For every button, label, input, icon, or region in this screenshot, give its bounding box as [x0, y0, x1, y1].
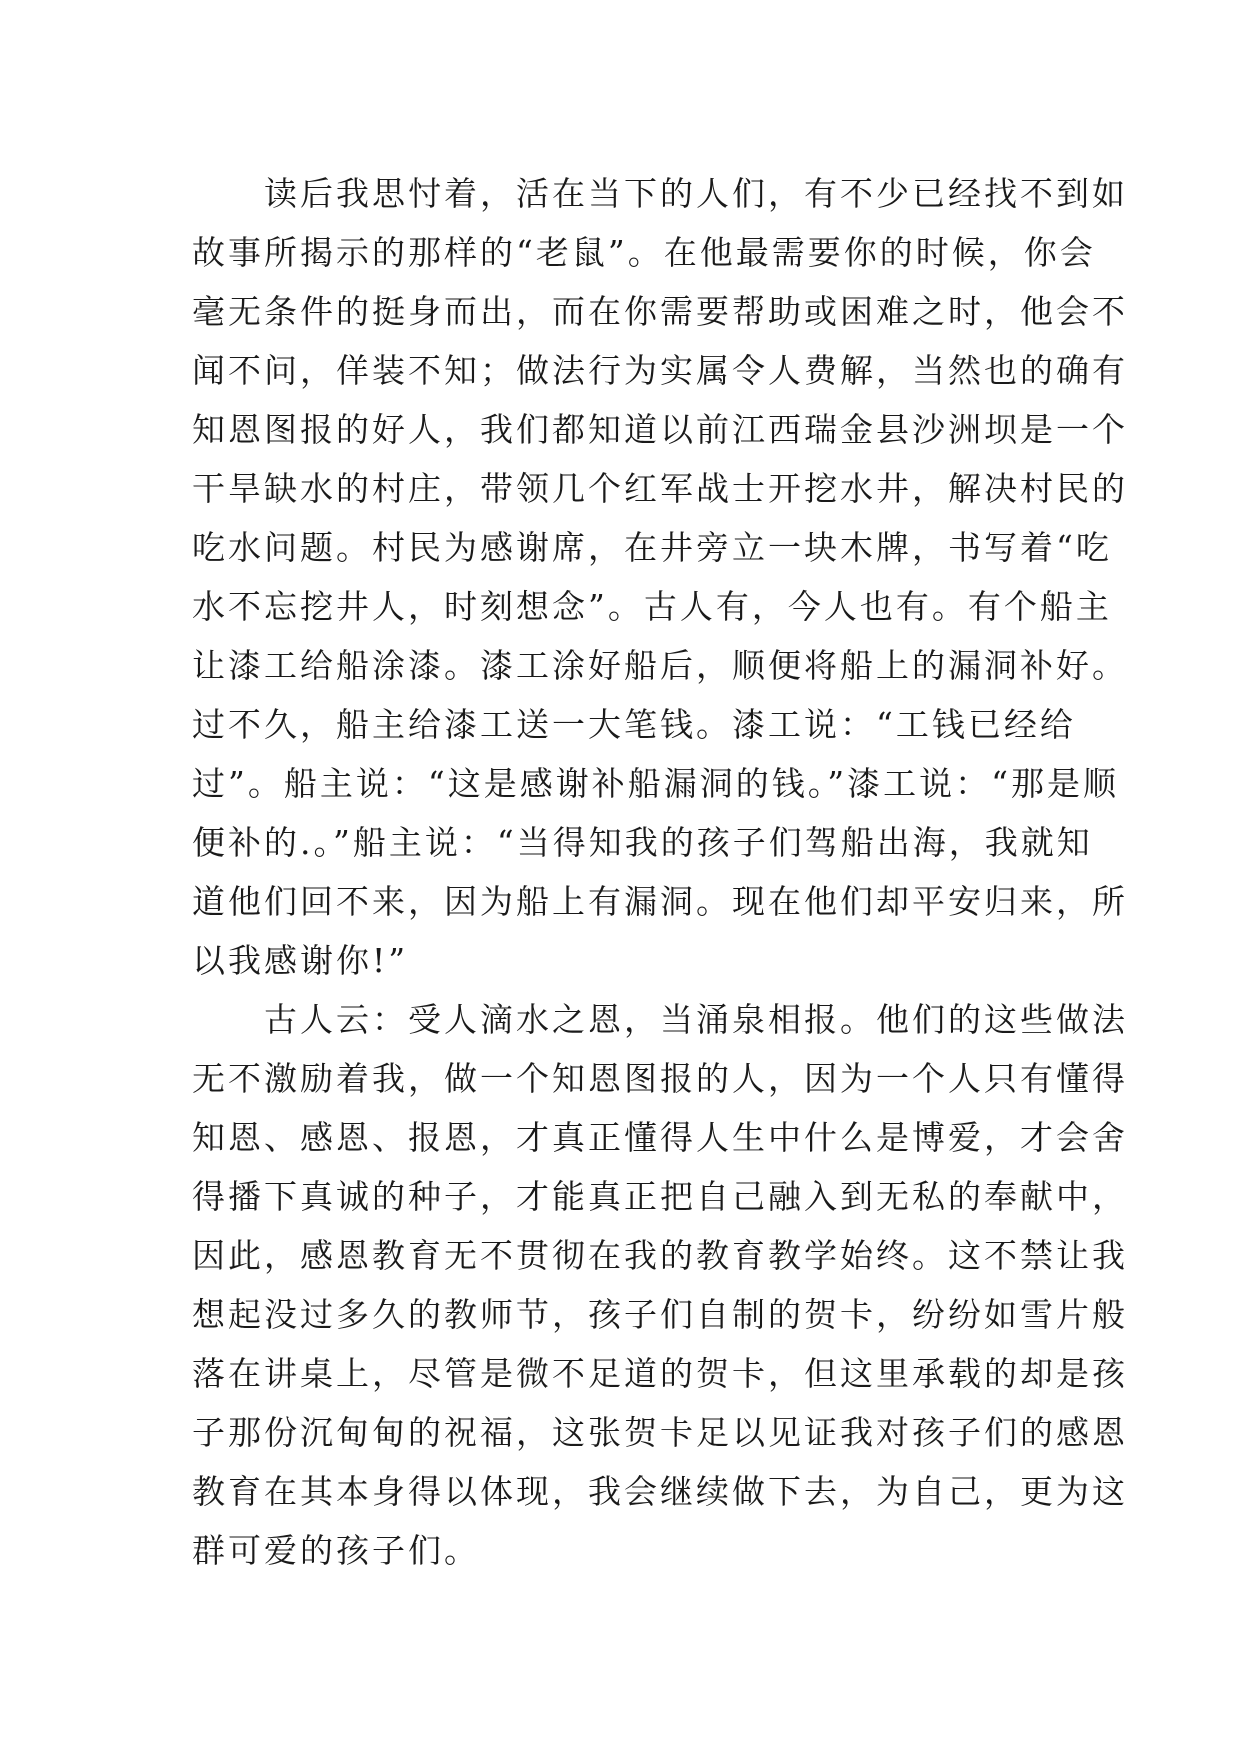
- text-line: 古人云：受人滴水之恩，当涌泉相报。他们的这些做法: [192, 1000, 1128, 1039]
- text-line: 便补的.。”船主说：“当得知我的孩子们驾船出海，我就知: [192, 823, 1093, 862]
- text-line: 干旱缺水的村庄，带领几个红军战士开挖水井，解决村民的: [192, 469, 1128, 508]
- text-line: 吃水问题。村民为感谢席，在井旁立一块木牌，书写着“吃: [192, 528, 1112, 567]
- text-line: 故事所揭示的那样的“老鼠”。在他最需要你的时候，你会: [192, 233, 1096, 272]
- text-line: 无不激励着我，做一个知恩图报的人，因为一个人只有懂得: [192, 1059, 1128, 1098]
- text-line: 知恩、感恩、报恩，才真正懂得人生中什么是博爱，才会舍: [192, 1118, 1128, 1157]
- text-line: 群可爱的孩子们。: [192, 1531, 480, 1570]
- text-line: 水不忘挖井人，时刻想念”。古人有，今人也有。有个船主: [192, 587, 1112, 626]
- text-line: 知恩图报的好人，我们都知道以前江西瑞金县沙洲坝是一个: [192, 410, 1128, 449]
- text-line: 读后我思忖着，活在当下的人们，有不少已经找不到如: [192, 174, 1128, 213]
- text-line: 让漆工给船涂漆。漆工涂好船后，顺便将船上的漏洞补好。: [192, 646, 1128, 685]
- body-text: [192, 164, 1128, 1580]
- text-line: 落在讲桌上，尽管是微不足道的贺卡，但这里承载的却是孩: [192, 1354, 1128, 1393]
- text-line: 道他们回不来，因为船上有漏洞。现在他们却平安归来，所: [192, 882, 1128, 921]
- text-line: 过不久，船主给漆工送一大笔钱。漆工说：“工钱已经给: [192, 705, 1076, 744]
- text-line: 毫无条件的挺身而出，而在你需要帮助或困难之时，他会不: [192, 292, 1128, 331]
- text-line: 以我感谢你!”: [192, 941, 409, 980]
- text-line: 子那份沉甸甸的祝福，这张贺卡足以见证我对孩子们的感恩: [192, 1413, 1128, 1452]
- text-line: 因此，感恩教育无不贯彻在我的教育教学始终。这不禁让我: [192, 1236, 1128, 1275]
- text-line: 教育在其本身得以体现，我会继续做下去，为自己，更为这: [192, 1472, 1128, 1511]
- text-line: 过”。船主说：“这是感谢补船漏洞的钱。”漆工说：“那是顺: [192, 764, 1119, 803]
- text-line: 得播下真诚的种子，才能真正把自己融入到无私的奉献中，: [192, 1177, 1128, 1216]
- text-line: 闻不问，佯装不知；做法行为实属令人费解，当然也的确有: [192, 351, 1128, 390]
- text-line: 想起没过多久的教师节，孩子们自制的贺卡，纷纷如雪片般: [192, 1295, 1128, 1334]
